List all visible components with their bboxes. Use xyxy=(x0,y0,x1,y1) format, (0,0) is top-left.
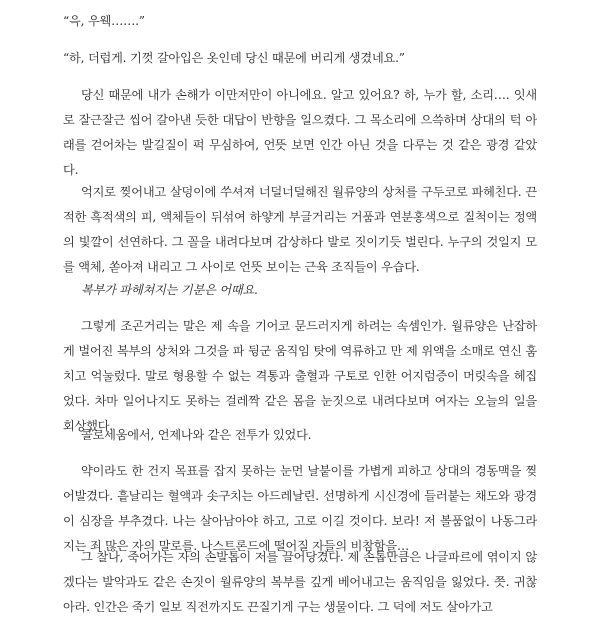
paragraph-text: “윽, 우웩…….” xyxy=(63,14,145,28)
paragraph-text: 그 찰나, 죽어가는 자의 손발톱이 저를 끌어당겼다. 제 손톱만큼은 나글파르에 엮이지 않겠다는 발악과도 같은 손짓이 월류양의 복부를 깊게 베어내고는 움직임을 잃었다. 쯧. 귀찮아라. 인간은 죽기 일보 직전까지도 끈질기게 구는 생물이다. 그 덕에 저도 살아가고 xyxy=(63,550,537,614)
paragraph xyxy=(63,423,537,448)
paragraph xyxy=(63,180,537,280)
paragraph xyxy=(63,314,537,439)
paragraph-text: 그렇게 조곤거리는 말은 제 속을 기어코 문드러지게 하려는 속셈인가. 월류양은 난잡하게 벌어진 복부의 상처와 그것을 파 뒹군 움직임 탓에 역류하고 만 제 위액을 소매로 연신 훔치고 억눌렀다. 말로 형용할 수 없는 격통과 출혈과 구토로 인한 어지럼증이 머릿속을 헤집었다. 차마 일어나지도 못하는 걸레짝 같은 몸을 눈짓으로 내려다보며 여자는 오늘의 일을 회상했다. xyxy=(63,319,537,433)
paragraph-text: 약이라도 한 건지 목표를 잡지 못하는 눈먼 날붙이를 가볍게 피하고 상대의 경동맥을 찢어발겼다. 흩날리는 혈액과 솟구치는 아드레날린. 선명하게 시신경에 들러붙는 채도와 광경이 심장을 부추겼다. 나는 살아남아야 하고, 고로 이길 것이다. 보라! 저 볼품없이 나동그라지는 죄 많은 자의 말로를. 나스트론드에 떨어질 자들의 비참함을… xyxy=(63,464,537,553)
paragraph xyxy=(63,9,537,34)
paragraph-text: “하, 더럽게. 기껏 갈아입은 옷인데 당신 때문에 버리게 생겼네요.” xyxy=(63,51,405,65)
paragraph-text: 억지로 찢어내고 살덩이에 쑤셔져 너덜너덜해진 월류양의 상처를 구두코로 파헤친다. 끈적한 흑적색의 피, 액체들이 뒤섞여 하얗게 부글거리는 거품과 연분홍색으로 질척이는 정액의 빛깔이 선연하다. 그 꼴을 내려다보며 감상하다 발로 짓이기듯 벌린다. 누구의 것일지 모를 액체, 쏟아져 내리고 그 사이로 언뜻 보이는 근육 조직들이 우습다. xyxy=(63,185,537,274)
paragraph xyxy=(63,459,537,559)
paragraph-text: 복부가 파헤쳐지는 기분은 어때요. xyxy=(81,283,258,297)
paragraph-italic xyxy=(63,278,537,303)
paragraph xyxy=(63,545,537,620)
paragraph xyxy=(63,46,537,71)
paragraph-text: 콜로세움에서, 언제나와 같은 전투가 있었다. xyxy=(81,428,312,442)
paragraph-text: 당신 때문에 내가 손해가 이만저만이 아니에요. 알고 있어요? 하, 누가 할, 소리…. 잇새로 잘근잘근 씹어 갈아낸 듯한 대답이 반향을 일으켰다. 그 목소리에 으쓱하며 상대의 턱 아래를 걷어차는 발길질이 퍽 무심하여, 언뜻 보면 인간 아닌 것을 다루는 것 같은 광경 같았다. xyxy=(63,88,537,177)
paragraph xyxy=(63,83,537,183)
